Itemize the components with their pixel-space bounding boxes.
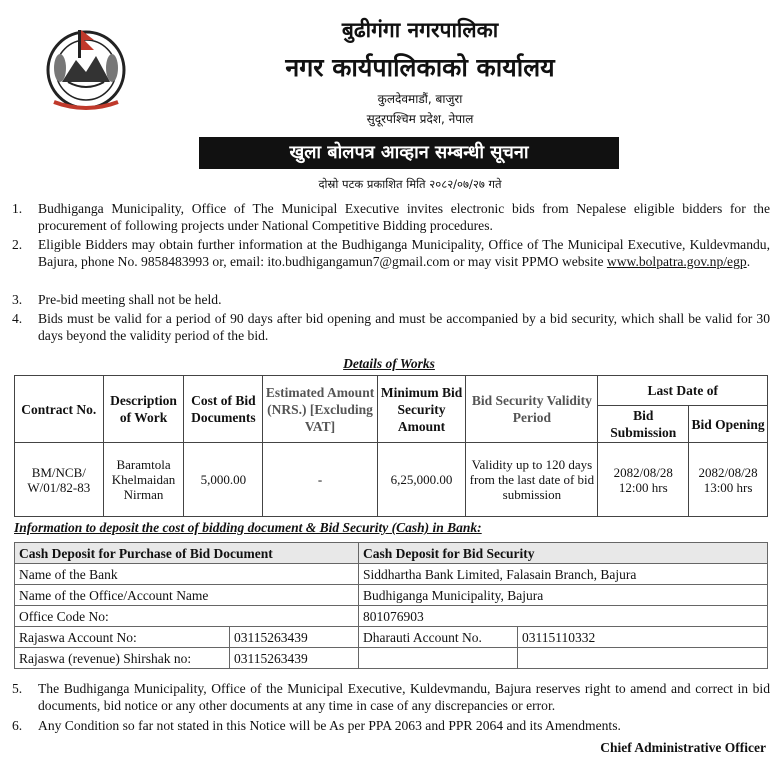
office-name-value: Budhiganga Municipality, Bajura	[359, 585, 768, 606]
bank-name-value: Siddhartha Bank Limited, Falasain Branch, Bajura	[359, 564, 768, 585]
nepal-emblem-icon	[40, 22, 132, 114]
deposit-info-title: Information to deposit the cost of bidding document & Bid Security (Cash) in Bank:	[14, 520, 482, 535]
empty-cell	[518, 648, 768, 669]
paragraph-text: Pre-bid meeting shall not be held.	[38, 292, 222, 307]
col-minimum: Minimum Bid Security Amount	[377, 376, 466, 443]
paragraph-number: 6.	[12, 718, 23, 733]
col-contract-no: Contract No.	[15, 376, 104, 443]
office-name: नगर कार्यपालिकाको कार्यालय	[285, 53, 555, 82]
col-estimated: Estimated Amount (NRS.) [Excluding VAT]	[263, 376, 377, 443]
works-table	[14, 375, 768, 517]
cell-estimated: -	[263, 443, 377, 517]
col-validity: Bid Security Validity Period	[466, 376, 598, 443]
paragraph-4	[12, 310, 770, 344]
paragraph-3	[12, 291, 770, 308]
bank-deposit-table	[14, 542, 768, 669]
empty-cell	[359, 648, 518, 669]
col-submission: Bid Submission	[598, 406, 689, 443]
cell-validity: Validity up to 120 days from the last date of bid submission	[466, 443, 598, 517]
col-last-date: Last Date of	[598, 376, 768, 406]
paragraph-number: 2.	[12, 237, 23, 252]
office-code-value: 801076903	[359, 606, 768, 627]
paragraph-text-end: .	[746, 254, 751, 269]
paragraph-text: Any Condition so far not stated in this Notice will be As per PPA 2063 and PPR 2064 and its Amendments.	[38, 718, 621, 733]
rajaswa-value: 03115263439	[230, 627, 359, 648]
col-description: Description of Work	[103, 376, 184, 443]
office-code-label: Office Code No:	[15, 606, 359, 627]
bank-name-label: Name of the Bank	[15, 564, 359, 585]
paragraph-number: 1.	[12, 201, 23, 216]
signature-title: Chief Administrative Officer	[600, 740, 766, 755]
paragraph-text	[38, 236, 770, 270]
head-bid-document: Cash Deposit for Purchase of Bid Document	[15, 543, 359, 564]
cell-cost: 5,000.00	[184, 443, 263, 517]
cell-opening: 2082/08/28 13:00 hrs	[689, 443, 768, 517]
ppmo-website-link[interactable]: www.bolpatra.gov.np/egp	[606, 254, 747, 269]
dharauti-value: 03115110332	[518, 627, 768, 648]
shirshak-label: Rajaswa (revenue) Shirshak no:	[15, 648, 230, 669]
paragraph-2	[12, 236, 770, 270]
paragraph-number: 3.	[12, 292, 23, 307]
cell-description: Baramtola Khelmaidan Nirman	[103, 443, 184, 517]
col-cost: Cost of Bid Documents	[184, 376, 263, 443]
notice-banner: खुला बोलपत्र आव्हान सम्बन्धी सूचना	[199, 137, 619, 169]
paragraph-text: The Budhiganga Municipality, Office of the Municipal Executive, Kuldevmandu, Bajura reserves right to amend and correct in bid documents, bid notice or any other documents at any time in case of any discrepancies or error.	[38, 681, 770, 713]
address-line-2: सुदूरपश्चिम प्रदेश, नेपाल	[366, 112, 474, 126]
paragraph-text: Bids must be valid for a period of 90 days after bid opening and must be accompanied by a bid security, which shall be valid for 30 days beyond the validity period of the bid.	[38, 311, 770, 343]
table-row	[15, 443, 768, 517]
cell-contract: BM/NCB/ W/01/82-83	[15, 443, 104, 517]
paragraph-number: 4.	[12, 311, 23, 326]
paragraph-1	[12, 200, 770, 234]
cell-minimum: 6,25,000.00	[377, 443, 466, 517]
municipality-name: बुढीगंगा नगरपालिका	[341, 18, 499, 42]
paragraph-text: Budhiganga Municipality, Office of The Municipal Executive invites electronic bids from Nepalese eligible bidders for the procurement of following projects under National Competitive Bidding procedures.	[38, 201, 770, 233]
address-line-1: कुलदेवमाडौं, बाजुरा	[377, 92, 463, 106]
head-bid-security: Cash Deposit for Bid Security	[359, 543, 768, 564]
shirshak-value: 03115263439	[230, 648, 359, 669]
paragraph-6	[12, 717, 770, 734]
paragraph-text-body: Eligible Bidders may obtain further information at the Budhiganga Municipality, Office of The Municipal Executive, Kuldevmandu, Bajura, phone No. 9858483993 or, email: ito.budhigangamun7@gmail.com or may visit PPMO website	[38, 237, 770, 269]
paragraph-number: 5.	[12, 681, 23, 696]
cell-submission: 2082/08/28 12:00 hrs	[598, 443, 689, 517]
rajaswa-label: Rajaswa Account No:	[15, 627, 230, 648]
col-opening: Bid Opening	[689, 406, 768, 443]
publication-date: दोस्रो पटक प्रकाशित मिति २०८२/०७/२७ गते	[318, 177, 502, 191]
dharauti-label: Dharauti Account No.	[359, 627, 518, 648]
details-of-works-title: Details of Works	[343, 356, 435, 371]
office-name-label: Name of the Office/Account Name	[15, 585, 359, 606]
paragraph-5	[12, 680, 770, 714]
